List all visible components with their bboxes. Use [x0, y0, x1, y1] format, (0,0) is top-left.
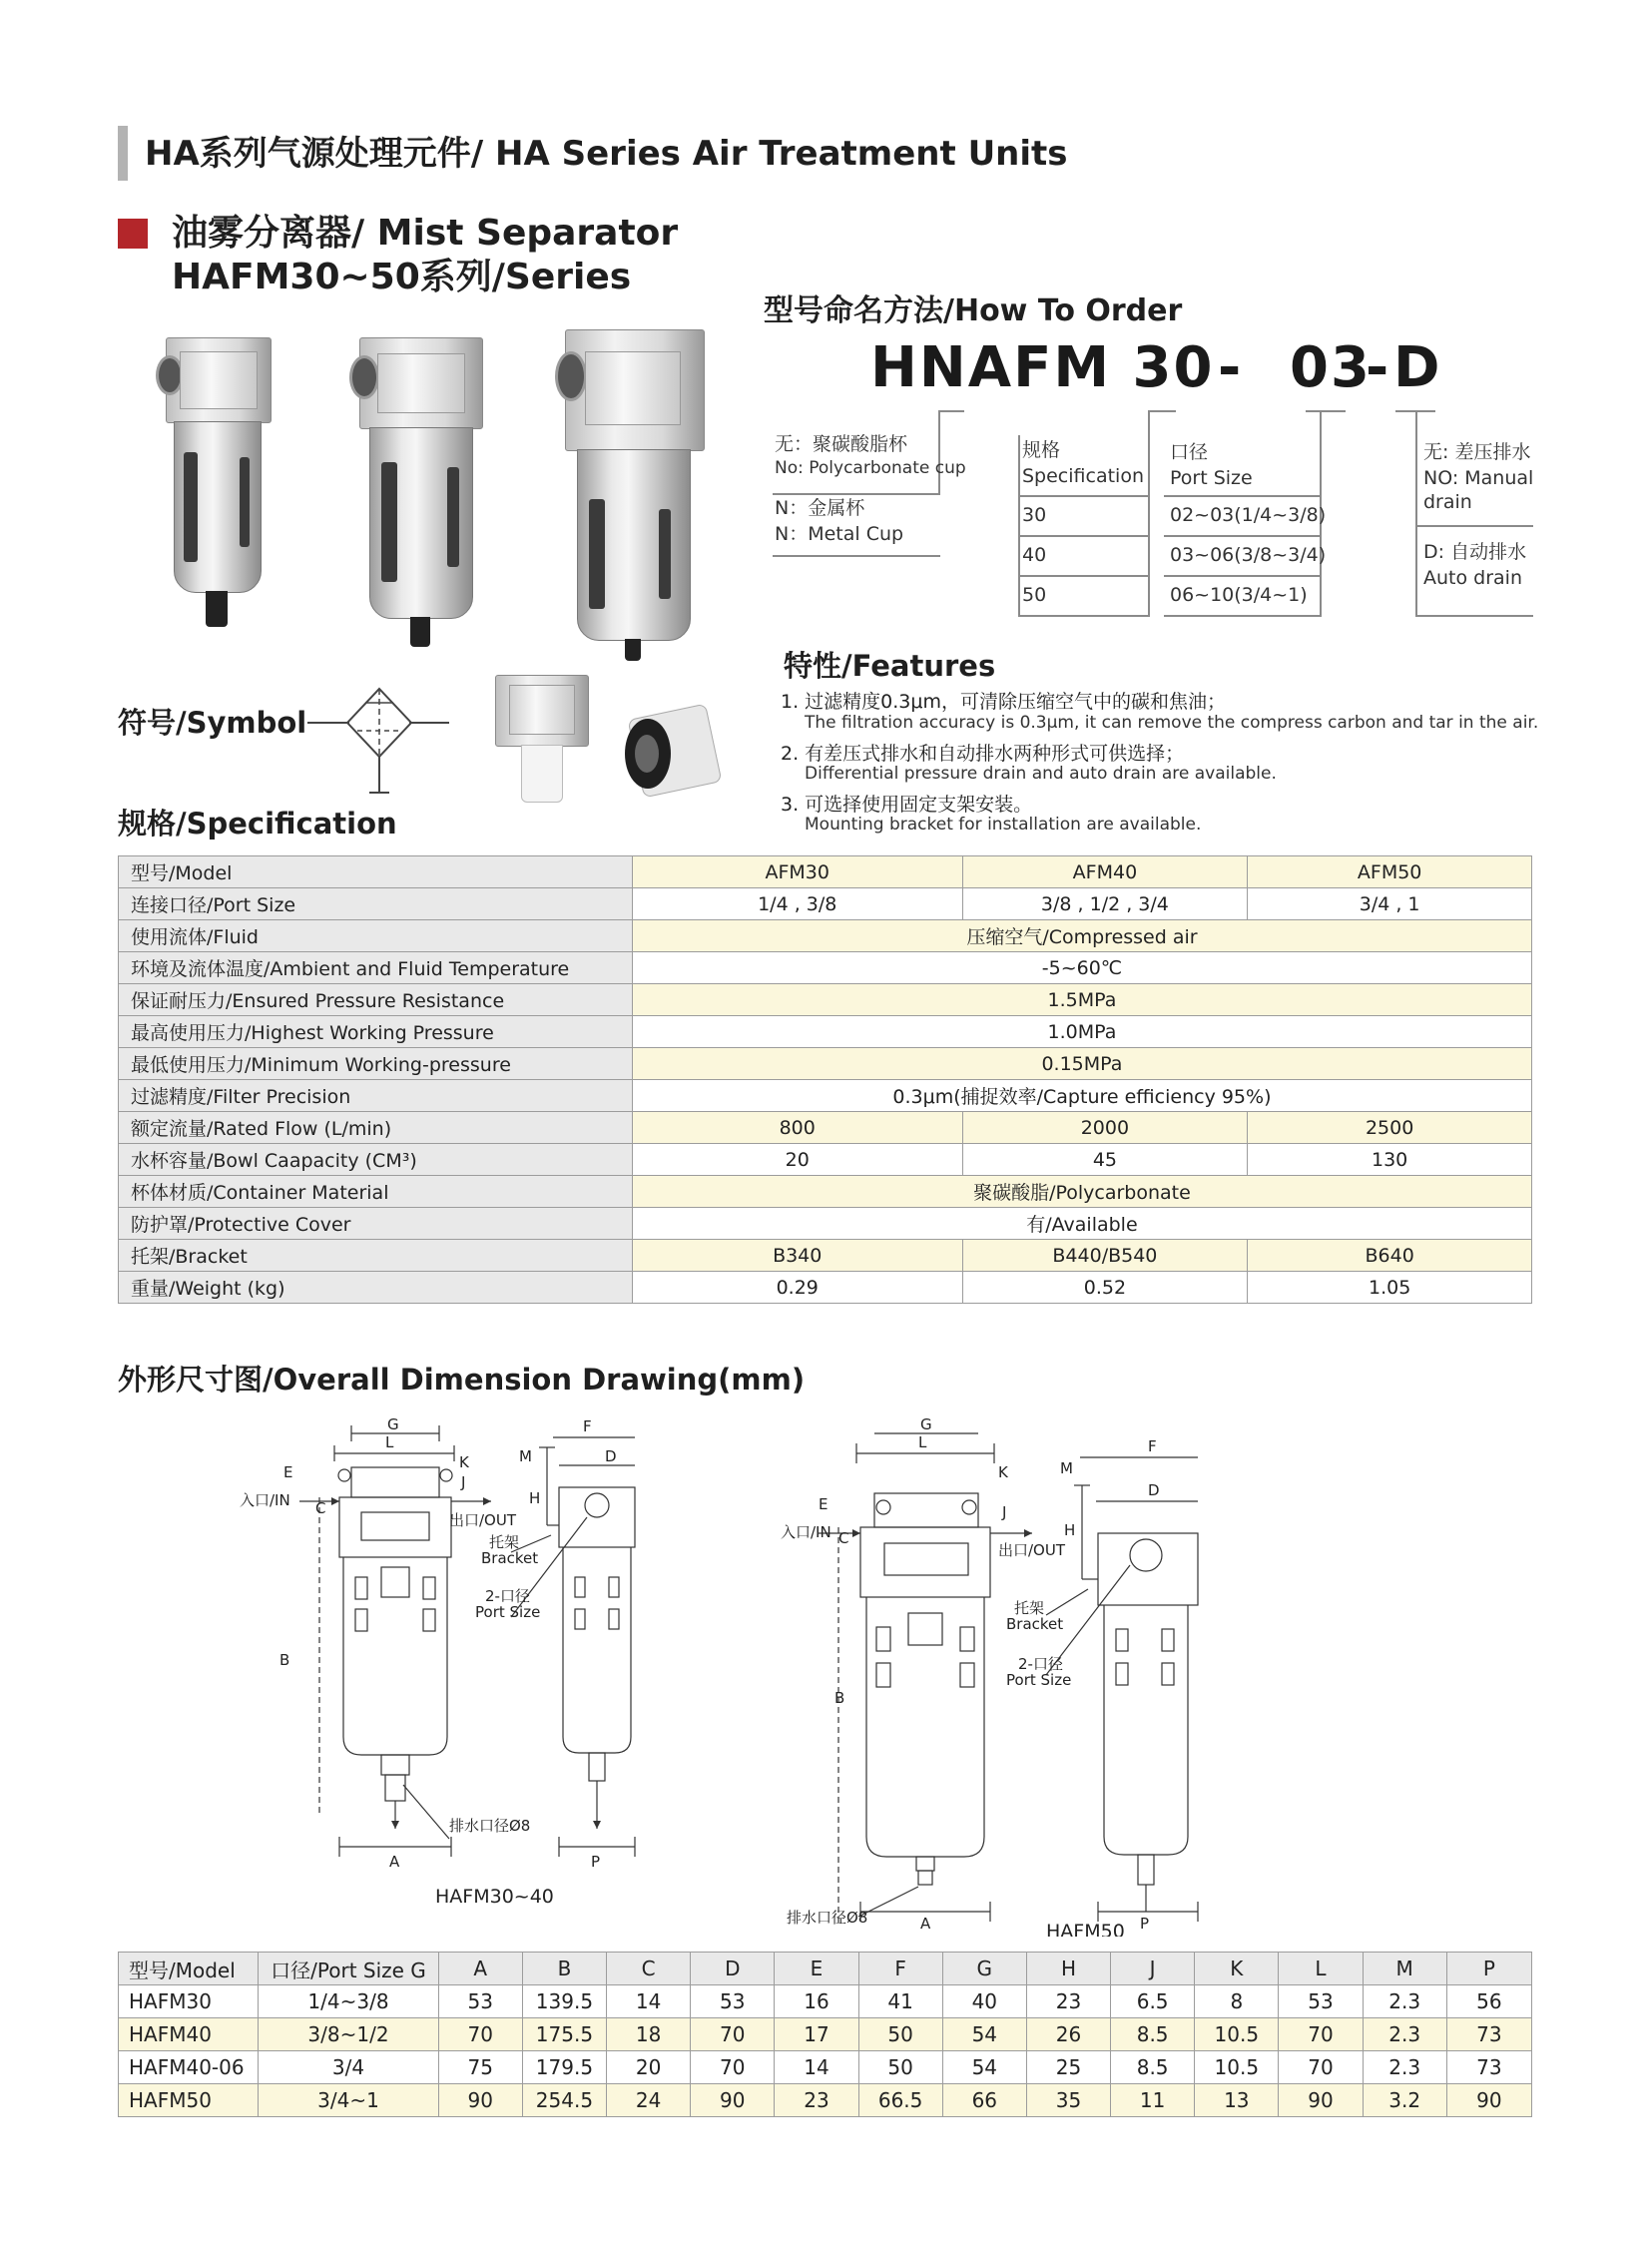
dim-cell: 2.3	[1363, 2051, 1446, 2084]
dim-cell: 35	[1026, 2084, 1110, 2117]
dim-cell: 16	[775, 1985, 858, 2018]
dim-cell: HAFM40-06	[119, 2051, 259, 2084]
in-label-left: 入口/IN	[240, 1491, 290, 1509]
dimension-drawing	[240, 1417, 1358, 1937]
dim-cell: 14	[775, 2051, 858, 2084]
spec-row-value: 0.15MPa	[632, 1048, 1531, 1080]
port-title-en: Port Size	[1170, 467, 1253, 489]
dim-cell: 25	[1026, 2051, 1110, 2084]
dim-cell: 75	[438, 2051, 522, 2084]
spec-row	[119, 1176, 1532, 1208]
dim-row	[119, 2018, 1532, 2051]
dim-header-cell: 口径/Port Size G	[259, 1953, 438, 1985]
spec-row	[119, 1048, 1532, 1080]
spec-value-50: 50	[1022, 584, 1047, 606]
dim-cell: 179.5	[522, 2051, 606, 2084]
port-value-1: 02~03(1/4~3/8)	[1170, 504, 1327, 526]
symbol-label: 符号/Symbol	[118, 706, 307, 740]
in-label-right: 入口/IN	[781, 1523, 831, 1541]
specification-table	[118, 855, 1532, 1304]
dim-header-cell: M	[1363, 1953, 1446, 1985]
bracket-en-left: Bracket	[481, 1549, 539, 1567]
dim-label-J-left: J	[461, 1473, 466, 1491]
feature-3-cn: 3. 可选择使用固定支架安装。	[781, 794, 1033, 816]
spec-row	[119, 984, 1532, 1016]
spec-value-40: 40	[1022, 544, 1047, 566]
dim-cell: 70	[1279, 2018, 1363, 2051]
dim-label-M-right: M	[1060, 1459, 1073, 1477]
port-value-3: 06~10(3/4~1)	[1170, 584, 1308, 606]
dim-cell: 14	[607, 1985, 691, 2018]
spec-row-label: 杯体材质/Container Material	[119, 1176, 633, 1208]
section-title-line2: HAFM30~50系列/Series	[172, 257, 632, 297]
dim-cell: 50	[858, 2018, 942, 2051]
out-label-right: 出口/OUT	[998, 1541, 1066, 1559]
spec-row-label: 重量/Weight (kg)	[119, 1272, 633, 1304]
dim-cell: 23	[775, 2084, 858, 2117]
dim-label-C-left: C	[315, 1499, 326, 1517]
spec-row-value: 压缩空气/Compressed air	[632, 920, 1531, 952]
dim-cell: 17	[775, 2018, 858, 2051]
spec-row-value: 1.0MPa	[632, 1016, 1531, 1048]
product-image-afm50	[559, 329, 707, 659]
dim-cell: 254.5	[522, 2084, 606, 2117]
specification-heading: 规格/Specification	[118, 807, 397, 840]
dim-label-H-left: H	[529, 1489, 541, 1507]
dim-cell: 53	[1279, 1985, 1363, 2018]
drawing-caption-right: HAFM50	[1046, 1921, 1125, 1937]
spec-row-label: 水杯容量/Bowl Caapacity (CM³)	[119, 1144, 633, 1176]
title-accent-bar	[118, 126, 128, 181]
spec-title-en: Specification	[1022, 465, 1144, 487]
dim-cell: 18	[607, 2018, 691, 2051]
drain-d-cn: D: 自动排水	[1423, 541, 1527, 563]
dim-header-cell: E	[775, 1953, 858, 1985]
spec-row	[119, 952, 1532, 984]
spec-row	[119, 920, 1532, 952]
drain-label-right: 排水口径Ø8	[787, 1909, 868, 1927]
dim-cell: 54	[942, 2051, 1026, 2084]
spec-row-value: AFM50	[1248, 856, 1532, 888]
dim-label-G-right: G	[920, 1417, 932, 1433]
spec-row-value: -5~60℃	[632, 952, 1531, 984]
order-code-prefix: HNAFM 30	[870, 335, 1215, 400]
spec-row	[119, 1016, 1532, 1048]
dimensions-table	[118, 1952, 1532, 2117]
dim-cell: 70	[438, 2018, 522, 2051]
spec-row-value: 1.5MPa	[632, 984, 1531, 1016]
out-label-left: 出口/OUT	[449, 1511, 517, 1529]
dim-cell: 53	[438, 1985, 522, 2018]
dim-header-cell: C	[607, 1953, 691, 1985]
dim-cell: 56	[1446, 1985, 1531, 2018]
dim-cell: HAFM40	[119, 2018, 259, 2051]
dim-cell: 10.5	[1195, 2051, 1279, 2084]
dim-cell: 90	[1446, 2084, 1531, 2117]
dim-cell: HAFM30	[119, 1985, 259, 2018]
order-code-port: 03	[1290, 335, 1372, 400]
section-title-line1: 油雾分离器/ Mist Separator	[172, 213, 679, 254]
dim-cell: 23	[1026, 1985, 1110, 2018]
dim-header-cell: 型号/Model	[119, 1953, 259, 1985]
spec-row-value: 0.29	[632, 1272, 962, 1304]
dim-cell: 53	[691, 1985, 775, 2018]
dim-cell: 6.5	[1111, 1985, 1195, 2018]
drain-label-left: 排水口径Ø8	[449, 1817, 531, 1835]
dim-cell: 13	[1195, 2084, 1279, 2117]
product-image-afm40	[355, 337, 485, 677]
spec-row-label: 防护罩/Protective Cover	[119, 1208, 633, 1240]
dim-label-F-left: F	[583, 1417, 592, 1435]
port-en-left: Port Size	[475, 1603, 541, 1621]
dim-cell: 24	[607, 2084, 691, 2117]
spec-row	[119, 1240, 1532, 1272]
spec-row-value: 130	[1248, 1144, 1532, 1176]
spec-row-label: 最高使用压力/Highest Working Pressure	[119, 1016, 633, 1048]
port-value-2: 03~06(3/8~3/4)	[1170, 544, 1327, 566]
feature-3-en: Mounting bracket for installation are available.	[805, 815, 1202, 835]
dim-header-cell: D	[691, 1953, 775, 1985]
dim-cell: 70	[691, 2051, 775, 2084]
drawing-heading: 外形尺寸图/Overall Dimension Drawing(mm)	[118, 1363, 806, 1397]
dim-cell: 3/4	[259, 2051, 438, 2084]
dim-header-cell: J	[1111, 1953, 1195, 1985]
dim-label-A-right: A	[920, 1915, 931, 1933]
material-n-cn: N：金属杯	[775, 497, 865, 519]
dim-cell: 54	[942, 2018, 1026, 2051]
dim-row	[119, 1985, 1532, 2018]
spec-row	[119, 1144, 1532, 1176]
dim-label-D-right: D	[1148, 1481, 1160, 1499]
spec-row	[119, 856, 1532, 888]
material-none-cn: 无：聚碳酸脂杯	[775, 433, 908, 455]
dim-cell: 2.3	[1363, 1985, 1446, 2018]
dim-row	[119, 2051, 1532, 2084]
spec-row-value: 有/Available	[632, 1208, 1531, 1240]
dim-label-E-left: E	[283, 1463, 293, 1481]
spec-value-30: 30	[1022, 504, 1047, 526]
dim-label-P-right: P	[1140, 1915, 1150, 1933]
dim-label-H-right: H	[1064, 1521, 1076, 1539]
dim-cell: 66	[942, 2084, 1026, 2117]
spec-row	[119, 888, 1532, 920]
dim-cell: 3/8~1/2	[259, 2018, 438, 2051]
spec-row-value: 1.05	[1248, 1272, 1532, 1304]
spec-row-value: AFM30	[632, 856, 962, 888]
dim-label-F-right: F	[1148, 1437, 1157, 1455]
dim-header-cell: L	[1279, 1953, 1363, 1985]
port-en-right: Port Size	[1006, 1671, 1072, 1689]
dim-cell: 20	[607, 2051, 691, 2084]
dim-cell: 90	[1279, 2084, 1363, 2117]
dim-label-J-right: J	[1002, 1503, 1007, 1521]
spec-row-value: AFM40	[962, 856, 1248, 888]
dim-cell: 1/4~3/8	[259, 1985, 438, 2018]
dim-header-cell: B	[522, 1953, 606, 1985]
dim-cell: 139.5	[522, 1985, 606, 2018]
order-code-drain: D	[1393, 335, 1442, 400]
bracket-en-right: Bracket	[1006, 1615, 1064, 1633]
dim-cell: 90	[438, 2084, 522, 2117]
spec-row-label: 托架/Bracket	[119, 1240, 633, 1272]
spec-row-value: 聚碳酸脂/Polycarbonate	[632, 1176, 1531, 1208]
dim-cell: 50	[858, 2051, 942, 2084]
spec-row-value: 800	[632, 1112, 962, 1144]
order-code-dash1: -	[1218, 335, 1244, 400]
spec-row-value: 1/4 , 3/8	[632, 888, 962, 920]
page-title: HA系列气源处理元件/ HA Series Air Treatment Units	[145, 134, 1068, 174]
mist-separator-symbol	[299, 681, 459, 801]
drawing-caption-left: HAFM30~40	[435, 1886, 554, 1908]
spec-row-value: B340	[632, 1240, 962, 1272]
dim-cell: 175.5	[522, 2018, 606, 2051]
drain-none-en2: drain	[1423, 491, 1472, 513]
dim-label-E-right: E	[819, 1495, 828, 1513]
spec-row	[119, 1080, 1532, 1112]
spec-row-label: 最低使用压力/Minimum Working-pressure	[119, 1048, 633, 1080]
drain-d-en: Auto drain	[1423, 567, 1522, 589]
dim-label-L-left: L	[385, 1433, 394, 1451]
dim-header-cell: F	[858, 1953, 942, 1985]
dim-cell: 26	[1026, 2018, 1110, 2051]
dim-cell: 90	[691, 2084, 775, 2117]
dim-cell: 10.5	[1195, 2018, 1279, 2051]
dim-label-B-left: B	[279, 1651, 290, 1669]
dim-cell: 8	[1195, 1985, 1279, 2018]
section-title	[172, 212, 678, 299]
spec-row-value: 3/4 , 1	[1248, 888, 1532, 920]
dim-label-L-right: L	[918, 1433, 927, 1451]
feature-1-en: The filtration accuracy is 0.3μm, it can remove the compress carbon and tar in the air.	[805, 713, 1539, 733]
drain-none-en1: NO: Manual	[1423, 467, 1534, 489]
dim-cell: 73	[1446, 2018, 1531, 2051]
spec-title-cn: 规格	[1022, 439, 1061, 461]
dim-cell: 70	[691, 2018, 775, 2051]
spec-row-label: 额定流量/Rated Flow (L/min)	[119, 1112, 633, 1144]
dim-header-cell: A	[438, 1953, 522, 1985]
port-cn-left: 2-口径	[485, 1587, 530, 1605]
spec-row-label: 过滤精度/Filter Precision	[119, 1080, 633, 1112]
feature-1-cn: 1. 过滤精度0.3μm，可清除压缩空气中的碳和焦油；	[781, 691, 1226, 713]
bracket-cn-left: 托架	[489, 1533, 520, 1551]
bracket-cn-right: 托架	[1014, 1599, 1045, 1617]
dim-label-A-left: A	[389, 1853, 400, 1871]
spec-row-label: 使用流体/Fluid	[119, 920, 633, 952]
filter-head-part-image	[495, 675, 587, 805]
spec-row-value: 0.3μm(捕捉效率/Capture efficiency 95%)	[632, 1080, 1531, 1112]
port-title-cn: 口径	[1170, 441, 1209, 463]
spec-row-value: 3/8 , 1/2 , 3/4	[962, 888, 1248, 920]
spec-row-value: 0.52	[962, 1272, 1248, 1304]
dim-cell: 73	[1446, 2051, 1531, 2084]
dim-cell: 41	[858, 1985, 942, 2018]
feature-2-cn: 2. 有差压式排水和自动排水两种形式可供选择；	[781, 743, 1185, 765]
dim-cell: 8.5	[1111, 2051, 1195, 2084]
port-cn-right: 2-口径	[1018, 1655, 1063, 1673]
spec-row-label: 保证耐压力/Ensured Pressure Resistance	[119, 984, 633, 1016]
product-image-afm30	[162, 337, 274, 657]
dim-cell: 40	[942, 1985, 1026, 2018]
dim-cell: 11	[1111, 2084, 1195, 2117]
dim-label-K-left: K	[459, 1453, 469, 1471]
dim-header-cell: G	[942, 1953, 1026, 1985]
dim-header-cell: H	[1026, 1953, 1110, 1985]
dim-label-B-right: B	[834, 1689, 845, 1707]
drain-none-cn: 无: 差压排水	[1423, 441, 1531, 463]
dim-cell: 8.5	[1111, 2018, 1195, 2051]
features-heading: 特性/Features	[784, 649, 996, 683]
spec-row	[119, 1112, 1532, 1144]
dim-row	[119, 2084, 1532, 2117]
dim-cell: HAFM50	[119, 2084, 259, 2117]
dim-label-C-right: C	[838, 1529, 849, 1547]
section-marker	[118, 219, 148, 249]
dim-header-cell: P	[1446, 1953, 1531, 1985]
spec-row-value: 20	[632, 1144, 962, 1176]
spec-row	[119, 1208, 1532, 1240]
dim-cell: 70	[1279, 2051, 1363, 2084]
dim-header-cell: K	[1195, 1953, 1279, 1985]
spec-row-label: 连接口径/Port Size	[119, 888, 633, 920]
spec-row-value: B440/B540	[962, 1240, 1248, 1272]
material-n-en: N：Metal Cup	[775, 523, 904, 545]
spec-row-value: B640	[1248, 1240, 1532, 1272]
dim-label-G-left: G	[387, 1417, 399, 1433]
spec-row	[119, 1272, 1532, 1304]
dim-cell: 66.5	[858, 2084, 942, 2117]
spec-row-value: 2500	[1248, 1112, 1532, 1144]
feature-2-en: Differential pressure drain and auto drain are available.	[805, 764, 1277, 784]
material-none-en: No: Polycarbonate cup	[775, 458, 966, 478]
how-to-order-heading: 型号命名方法/How To Order	[764, 293, 1183, 328]
dim-label-D-left: D	[605, 1447, 617, 1465]
dim-label-K-right: K	[998, 1463, 1008, 1481]
dim-cell: 3/4~1	[259, 2084, 438, 2117]
spec-row-value: 45	[962, 1144, 1248, 1176]
spec-row-value: 2000	[962, 1112, 1248, 1144]
dim-cell: 2.3	[1363, 2018, 1446, 2051]
spec-row-label: 型号/Model	[119, 856, 633, 888]
spec-row-label: 环境及流体温度/Ambient and Fluid Temperature	[119, 952, 633, 984]
order-code-dash2: -	[1366, 335, 1391, 400]
filter-element-image	[625, 705, 715, 797]
dim-cell: 3.2	[1363, 2084, 1446, 2117]
dim-header-row	[119, 1953, 1532, 1985]
dim-label-P-left: P	[591, 1853, 601, 1871]
dim-label-M-left: M	[519, 1447, 532, 1465]
